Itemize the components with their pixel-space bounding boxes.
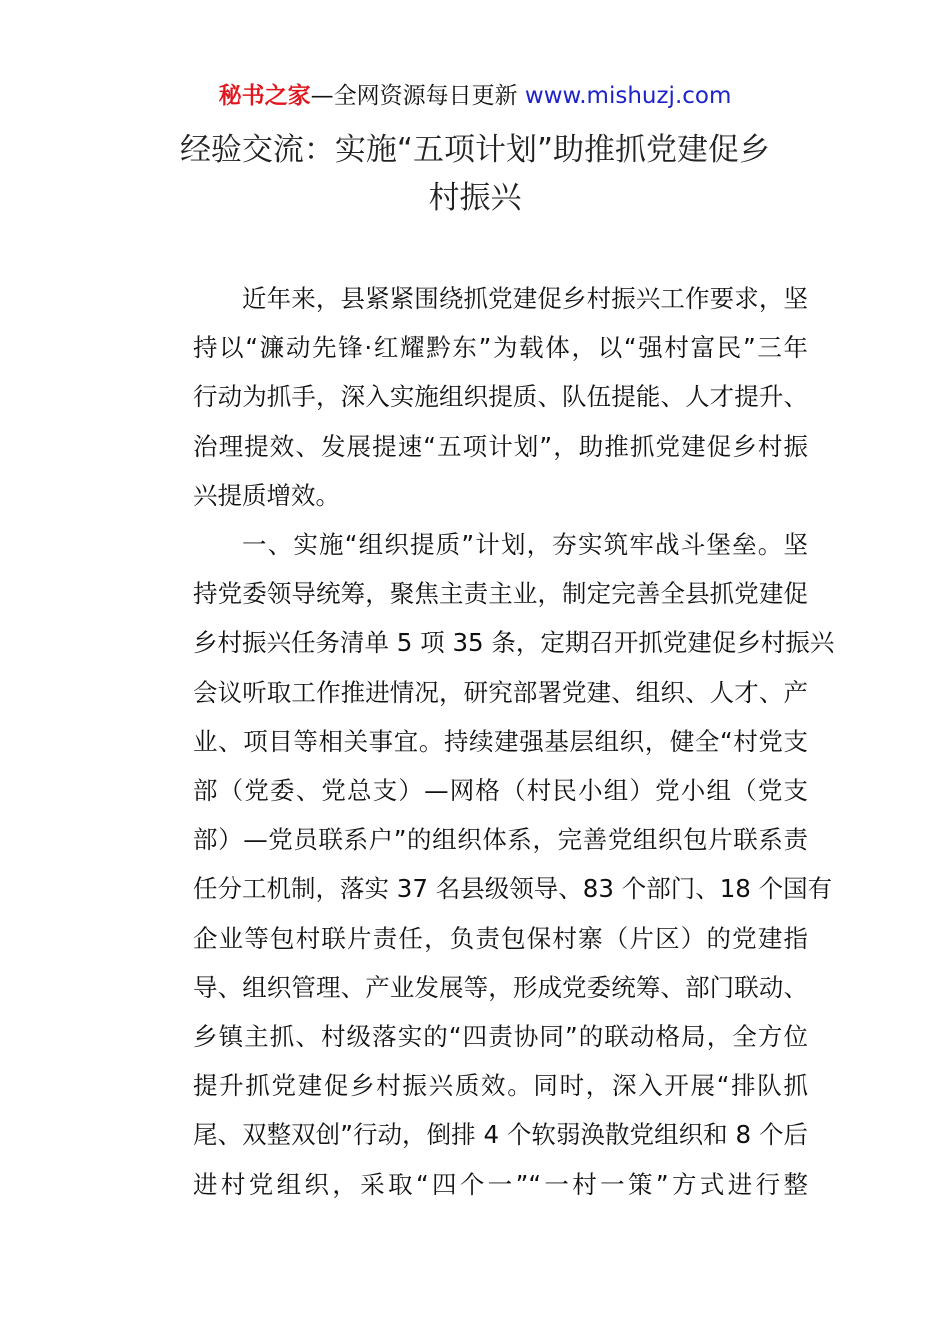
paragraph-line: 持党委领导统筹，聚焦主责主业，制定完善全县抓党建促 bbox=[193, 579, 808, 609]
paragraph-line: 乡镇主抓、村级落实的“四责协同”的联动格局，全方位 bbox=[193, 1022, 808, 1052]
document-body bbox=[144, 274, 835, 1209]
paragraph-line: 任分工机制，落实 37 名县级领导、83 个部门、18 个国有 bbox=[193, 874, 833, 904]
title-line-2: 村振兴 bbox=[428, 180, 522, 216]
paragraph-line: 进村党组织，采取“四个一”“一村一策”方式进行整 bbox=[193, 1169, 808, 1199]
paragraph-line: 乡村振兴任务清单 5 项 35 条，定期召开抓党建促乡村振兴 bbox=[193, 628, 835, 658]
paragraph-line: 会议听取工作推进情况，研究部署党建、组织、人才、产 bbox=[193, 677, 808, 707]
paragraph-line: 企业等包村联片责任，负责包保村寨（片区）的党建指 bbox=[193, 923, 808, 953]
paragraph-line: 行动为抓手，深入实施组织提质、队伍提能、人才提升、 bbox=[193, 382, 808, 412]
paragraph-section-one bbox=[144, 520, 835, 1209]
paragraph-line: 持以“濂动先锋·红耀黔东”为载体，以“强村富民”三年 bbox=[193, 333, 808, 363]
paragraph-line: 尾、双整双创”行动，倒排 4 个软弱涣散党组织和 8 个后 bbox=[193, 1120, 808, 1150]
paragraph-line: 业、项目等相关事宜。持续建强基层组织，健全“村党支 bbox=[193, 726, 808, 756]
paragraph-line: 兴提质增效。 bbox=[193, 480, 340, 510]
document-title bbox=[130, 126, 820, 222]
paragraph-line: 近年来，县紧紧围绕抓党建促乡村振兴工作要求，坚 bbox=[242, 284, 808, 313]
paragraph-line: 部（党委、党总支）—网格（村民小组）党小组（党支 bbox=[193, 776, 808, 806]
paragraph-intro bbox=[144, 274, 808, 520]
paragraph-line: 治理提效、发展提速“五项计划”，助推抓党建促乡村振 bbox=[193, 431, 808, 461]
site-tagline: —全网资源每日更新 bbox=[310, 83, 518, 109]
site-header bbox=[0, 80, 950, 112]
title-line-1: 经验交流：实施“五项计划”助推抓党建促乡 bbox=[179, 132, 771, 168]
paragraph-line: 一、实施“组织提质”计划，夯实筑牢战斗堡垒。坚 bbox=[242, 530, 808, 560]
brand-name: 秘书之家 bbox=[218, 83, 311, 109]
paragraph-line: 导、组织管理、产业发展等，形成党委统筹、部门联动、 bbox=[193, 972, 808, 1002]
paragraph-line: 提升抓党建促乡村振兴质效。同时，深入开展“排队抓 bbox=[193, 1071, 808, 1101]
site-url-link[interactable]: www.mishuzj.com bbox=[524, 83, 732, 109]
paragraph-line: 部）—党员联系户”的组织体系，完善党组织包片联系责 bbox=[193, 825, 808, 855]
